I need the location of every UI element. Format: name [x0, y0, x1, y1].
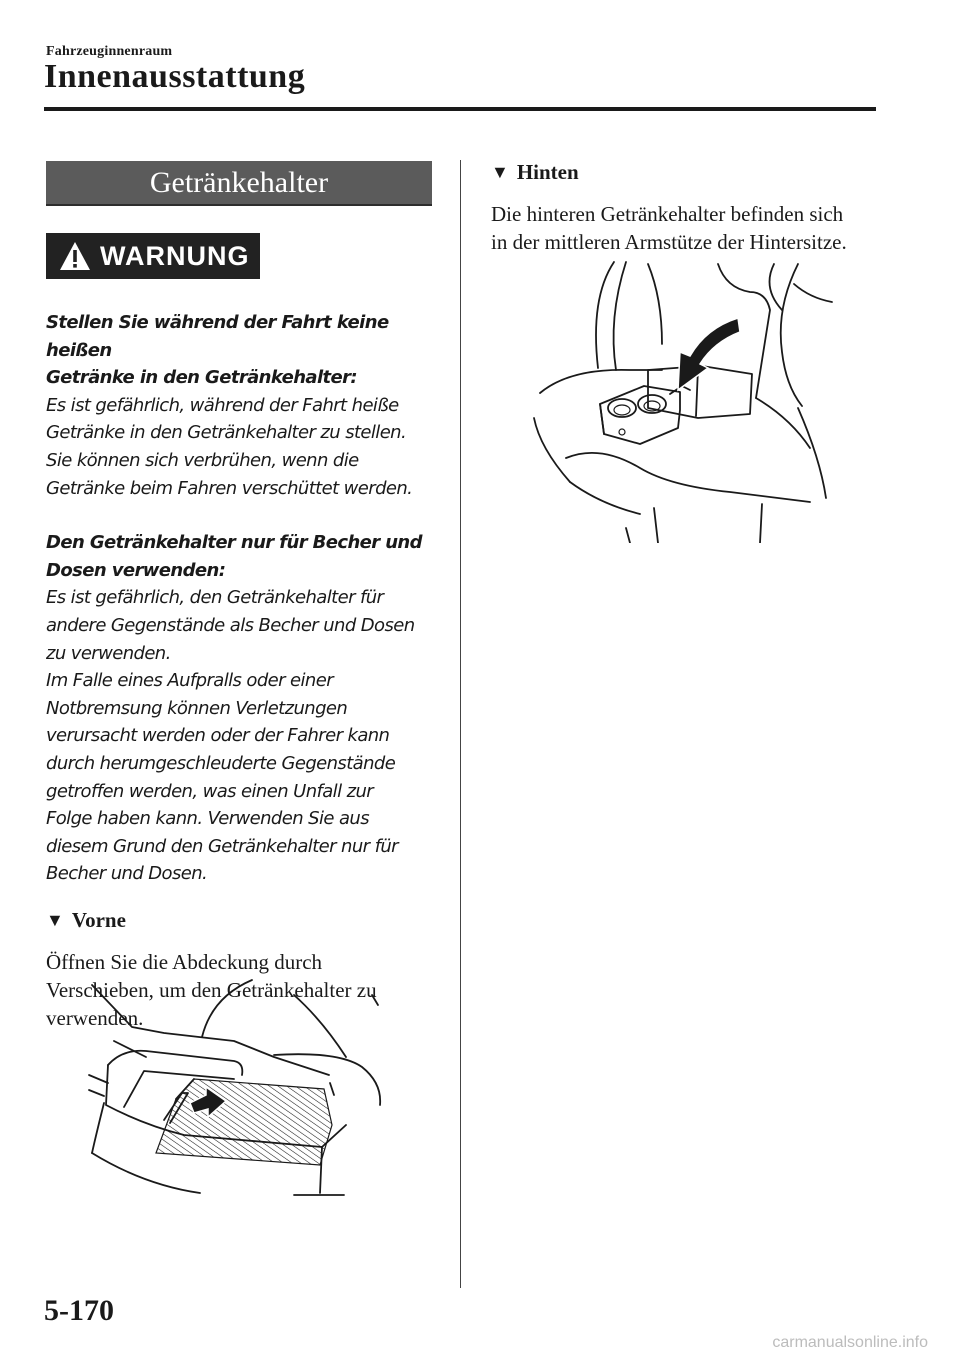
- warning-label: WARNUNG: [100, 240, 250, 271]
- section-title-band: Getränkehalter: [46, 161, 432, 206]
- warning-text-line: Getränke in den Getränkehalter zu stellen.: [46, 422, 407, 444]
- warning-label-box: [46, 233, 260, 279]
- warning-text-line: andere Gegenstände als Becher und Dosen: [46, 614, 415, 636]
- rear-instructions: [491, 200, 891, 256]
- text-line: Verschieben, um den Getränkehalter zu: [46, 977, 377, 1002]
- warning-heading-line: Dosen verwenden:: [46, 559, 226, 581]
- left-column: [46, 161, 432, 1032]
- warning-text-line: Es ist gefährlich, den Getränkehalter für: [46, 587, 384, 609]
- warning-text-line: Folge haben kann. Verwenden Sie aus: [46, 808, 369, 830]
- title-rule: [44, 107, 876, 111]
- warning-heading-line: Getränke in den Getränkehalter:: [46, 367, 358, 389]
- warning-text-line: diesem Grund den Getränkehalter nur für: [46, 835, 398, 857]
- subheading-label: Hinten: [516, 160, 579, 184]
- subheading-front: [46, 908, 432, 933]
- warning-heading-line: Stellen Sie während der Fahrt keine heißen: [46, 312, 389, 361]
- warning-text-line: Im Falle eines Aufpralls oder einer: [46, 670, 334, 692]
- text-line: Öffnen Sie die Abdeckung durch: [46, 949, 323, 974]
- page-title: Innenausstattung: [44, 58, 306, 95]
- text-line: in der mittleren Armstütze der Hintersitze.: [491, 230, 847, 254]
- page-number: 5-170: [44, 1294, 114, 1327]
- triangle-down-icon: ▼: [46, 909, 64, 930]
- warning-block-hot-drinks: [46, 309, 432, 502]
- illustration-rear-cupholder: [530, 258, 836, 543]
- warning-text-line: Notbremsung können Verletzungen: [46, 697, 348, 719]
- text-line: Die hinteren Getränkehalter befinden sich: [491, 202, 844, 226]
- warning-text-line: Es ist gefährlich, während der Fahrt heiße: [46, 394, 399, 416]
- triangle-down-icon: ▼: [491, 162, 509, 182]
- warning-text-line: getroffen werden, was einen Unfall zur: [46, 780, 374, 802]
- warning-heading-line: Den Getränkehalter nur für Becher und: [46, 532, 422, 554]
- watermark: carmanualsonline.info: [772, 1334, 928, 1351]
- arrow-icon: [678, 318, 740, 390]
- warning-text-line: Sie können sich verbrühen, wenn die: [46, 449, 359, 471]
- warning-text-line: zu verwenden.: [46, 642, 171, 664]
- subheading-rear: [491, 160, 891, 185]
- warning-text-line: verursacht werden oder der Fahrer kann: [46, 725, 390, 747]
- breadcrumb: Fahrzeuginnenraum: [46, 44, 173, 59]
- warning-text-line: durch herumgeschleuderte Gegenstände: [46, 752, 396, 774]
- right-column: [491, 160, 891, 256]
- text-line: verwenden.: [46, 1005, 144, 1030]
- warning-text-line: Getränke beim Fahren verschüttet werden.: [46, 477, 413, 499]
- warning-triangle-icon: [58, 240, 92, 272]
- illustration-front-cupholder: [84, 975, 384, 1205]
- warning-text-line: Becher und Dosen.: [46, 863, 208, 885]
- column-divider: [460, 160, 461, 1288]
- warning-block-cups-only: [46, 529, 432, 888]
- subheading-label: Vorne: [71, 907, 126, 932]
